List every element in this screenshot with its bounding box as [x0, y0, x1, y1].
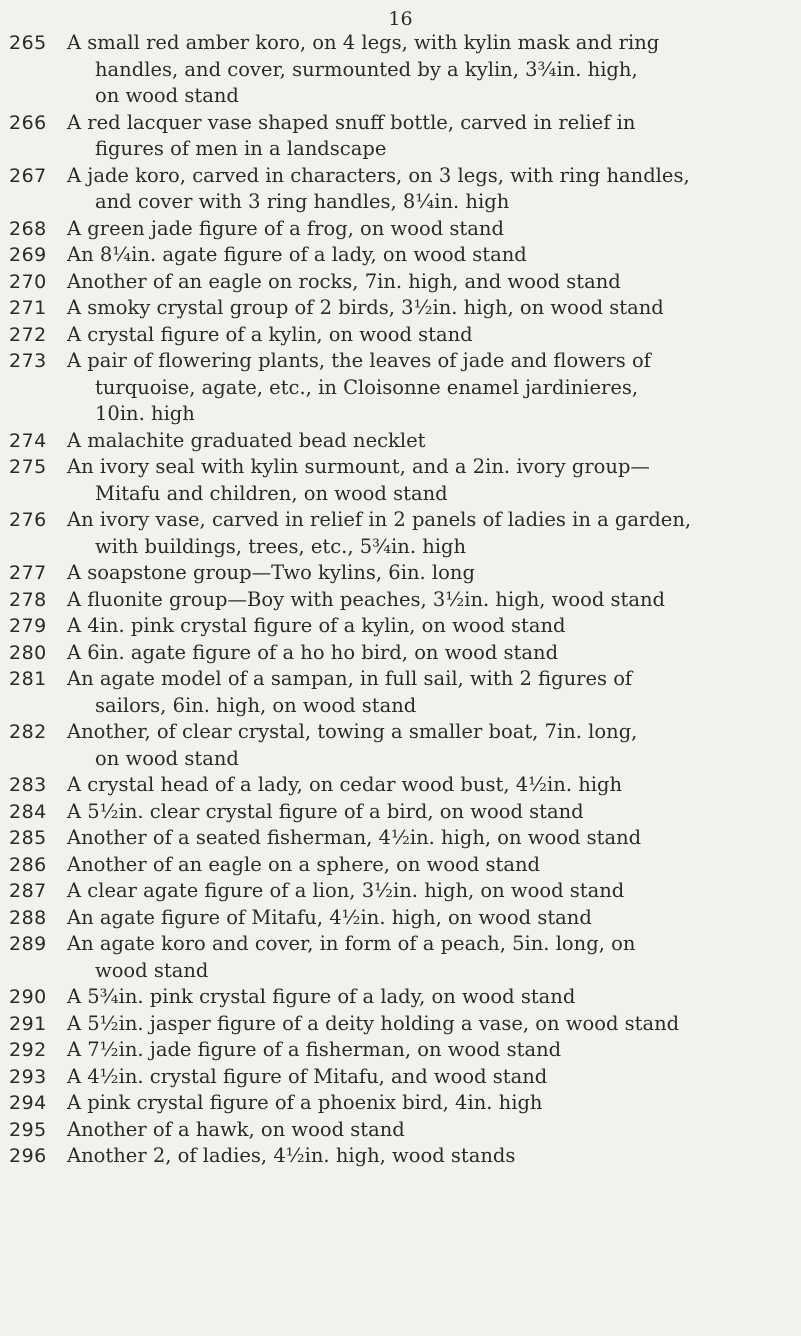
lot-description-line: wood stand [95, 958, 209, 982]
lot-row [0, 1143, 801, 1170]
lot-description [67, 322, 801, 349]
lot-row [0, 322, 801, 349]
lot-number: 282 [9, 721, 47, 743]
lot-number: 274 [9, 429, 47, 452]
lot-row [0, 799, 801, 826]
lot-description-line: A fluonite group—Boy with peaches, 3½in. high, wood stand [67, 587, 666, 611]
lot-number: 295 [9, 1118, 47, 1141]
lot-description-line: A 4in. pink crystal figure of a kylin, on wood stand [67, 614, 566, 637]
lot-row [0, 1037, 801, 1064]
lot-description-line: An agate model of a sampan, in full sail, with 2 figures of [67, 667, 633, 690]
lot-description-line: Another of a seated fisherman, 4½in. high, on wood stand [67, 826, 642, 849]
lot-description [67, 719, 801, 772]
lot-description-line: handles, and cover, surmounted by a kylin, 3¾in. high, [95, 57, 638, 81]
lot-description-line: An agate koro and cover, in form of a peach, 5in. long, on [67, 932, 636, 955]
lot-description-line: A 6in. agate figure of a ho ho bird, on wood stand [67, 640, 559, 664]
lot-row [0, 1011, 801, 1038]
lot-number: 276 [9, 509, 47, 531]
lot-number: 291 [9, 1012, 47, 1035]
lot-number: 287 [9, 880, 47, 902]
lot-number: 275 [9, 456, 47, 478]
lot-description [67, 163, 801, 216]
lot-row [0, 269, 801, 296]
lot-description-line: An ivory seal with kylin surmount, and a 2in. ivory group— [67, 455, 650, 478]
lot-number: 288 [9, 906, 47, 929]
lot-number: 280 [9, 641, 47, 664]
lot-number: 294 [9, 1092, 47, 1114]
lot-number: 267 [9, 164, 47, 187]
lot-description [67, 984, 801, 1011]
lot-description-line: on wood stand [95, 84, 239, 107]
lot-description [67, 348, 801, 428]
lot-description-line: A pink crystal figure of a phoenix bird, 4in. high [67, 1091, 543, 1114]
lot-description-line: A clear agate figure of a lion, 3½in. high, on wood stand [67, 879, 625, 902]
lot-description [67, 295, 801, 322]
lot-number: 271 [9, 297, 47, 319]
lot-description [67, 242, 801, 269]
lot-number: 279 [9, 615, 47, 637]
lot-description-line: figures of men in a landscape [95, 137, 387, 160]
lot-description-line: A green jade figure of a frog, on wood stand [67, 216, 504, 240]
lot-description-line: sailors, 6in. high, on wood stand [95, 693, 417, 717]
lot-row [0, 852, 801, 879]
lot-number: 273 [9, 350, 47, 372]
lot-description-line: A 4½in. crystal figure of Mitafu, and wood stand [67, 1064, 548, 1088]
lot-description [67, 1064, 801, 1091]
lot-number: 278 [9, 588, 47, 611]
lot-row [0, 348, 801, 428]
lot-description [67, 852, 801, 879]
lot-description [67, 587, 801, 614]
lot-description-line: with buildings, trees, etc., 5¾in. high [95, 534, 467, 558]
lot-description [67, 640, 801, 667]
lot-row [0, 613, 801, 640]
lot-description-line: Another of a hawk, on wood stand [67, 1117, 405, 1141]
lot-description [67, 1117, 801, 1144]
lot-row [0, 1090, 801, 1117]
lot-description-line: A malachite graduated bead necklet [67, 428, 426, 452]
lot-description-line: A 7½in. jade figure of a fisherman, on wood stand [67, 1038, 562, 1061]
lot-description [67, 454, 801, 507]
lot-description [67, 1011, 801, 1038]
lot-description-line: Another 2, of ladies, 4½in. high, wood stands [67, 1144, 516, 1167]
lot-row [0, 110, 801, 163]
lot-row [0, 30, 801, 110]
lot-row [0, 587, 801, 614]
lot-description-line: An agate figure of Mitafu, 4½in. high, on wood stand [67, 905, 592, 929]
lot-row [0, 1064, 801, 1091]
lot-number: 270 [9, 270, 47, 293]
lot-description [67, 507, 801, 560]
lot-row [0, 772, 801, 799]
lot-description [67, 1090, 801, 1117]
lot-description-line: A small red amber koro, on 4 legs, with kylin mask and ring [67, 31, 660, 54]
lot-description [67, 825, 801, 852]
page-number: 16 [388, 8, 413, 30]
lot-description [67, 269, 801, 296]
lot-row [0, 216, 801, 243]
lot-description [67, 110, 801, 163]
lot-description-line: A red lacquer vase shaped snuff bottle, carved in relief in [67, 110, 636, 134]
lot-description-line: A 5½in. clear crystal figure of a bird, on wood stand [67, 799, 584, 823]
lot-number: 296 [9, 1145, 47, 1167]
lot-number: 289 [9, 933, 47, 955]
lot-number: 272 [9, 323, 47, 346]
lot-row [0, 295, 801, 322]
lot-number: 268 [9, 217, 47, 240]
lot-description-line: turquoise, agate, etc., in Cloisonne enamel jardinieres, [95, 375, 639, 399]
lot-description-line: A pair of flowering plants, the leaves of jade and flowers of [67, 349, 651, 372]
lot-row [0, 640, 801, 667]
lot-description [67, 878, 801, 905]
lot-description-line: and cover with 3 ring handles, 8¼in. high [95, 190, 510, 213]
lot-description [67, 428, 801, 455]
lot-row [0, 984, 801, 1011]
lot-description-line: A 5¾in. pink crystal figure of a lady, on wood stand [67, 985, 576, 1008]
lot-row [0, 242, 801, 269]
lot-description [67, 772, 801, 799]
lot-row [0, 825, 801, 852]
lot-description [67, 216, 801, 243]
lot-description-line: Another, of clear crystal, towing a smaller boat, 7in. long, [67, 720, 638, 743]
lot-description-line: An ivory vase, carved in relief in 2 panels of ladies in a garden, [67, 508, 692, 531]
lot-list [0, 30, 801, 1170]
lot-row [0, 560, 801, 587]
lot-description-line: Another of an eagle on rocks, 7in. high, and wood stand [67, 269, 621, 293]
lot-description [67, 905, 801, 932]
lot-row [0, 719, 801, 772]
lot-description [67, 799, 801, 826]
lot-description-line: A crystal figure of a kylin, on wood stand [67, 322, 473, 346]
lot-number: 266 [9, 111, 47, 134]
lot-description-line: An 8¼in. agate figure of a lady, on wood stand [67, 243, 527, 266]
lot-description-line: Mitafu and children, on wood stand [95, 481, 448, 505]
lot-row [0, 428, 801, 455]
lot-description-line: A soapstone group—Two kylins, 6in. long [67, 561, 475, 584]
lot-number: 281 [9, 668, 47, 690]
lot-row [0, 507, 801, 560]
lot-description-line: 10in. high [95, 402, 195, 425]
lot-row [0, 905, 801, 932]
lot-row [0, 1117, 801, 1144]
lot-number: 284 [9, 800, 47, 823]
lot-number: 277 [9, 562, 47, 584]
lot-number: 285 [9, 827, 47, 849]
lot-description [67, 613, 801, 640]
lot-number: 265 [9, 32, 47, 54]
lot-row [0, 666, 801, 719]
lot-number: 286 [9, 853, 47, 876]
lot-number: 292 [9, 1039, 47, 1061]
lot-description-line: Another of an eagle on a sphere, on wood stand [67, 852, 541, 876]
lot-number: 283 [9, 774, 47, 796]
lot-description-line: A jade koro, carved in characters, on 3 legs, with ring handles, [67, 163, 690, 187]
lot-row [0, 163, 801, 216]
lot-description [67, 560, 801, 587]
lot-row [0, 454, 801, 507]
lot-row [0, 878, 801, 905]
lot-description-line: A smoky crystal group of 2 birds, 3½in. high, on wood stand [67, 296, 664, 319]
lot-description [67, 1143, 801, 1170]
lot-description [67, 30, 801, 110]
lot-number: 290 [9, 986, 47, 1008]
lot-description [67, 931, 801, 984]
lot-number: 269 [9, 244, 47, 266]
lot-description-line: on wood stand [95, 746, 239, 770]
lot-description-line: A 5½in. jasper figure of a deity holding a vase, on wood stand [67, 1011, 680, 1035]
lot-row [0, 931, 801, 984]
lot-description [67, 666, 801, 719]
lot-description-line: A crystal head of a lady, on cedar wood bust, 4½in. high [67, 773, 623, 796]
lot-description [67, 1037, 801, 1064]
lot-number: 293 [9, 1065, 47, 1088]
